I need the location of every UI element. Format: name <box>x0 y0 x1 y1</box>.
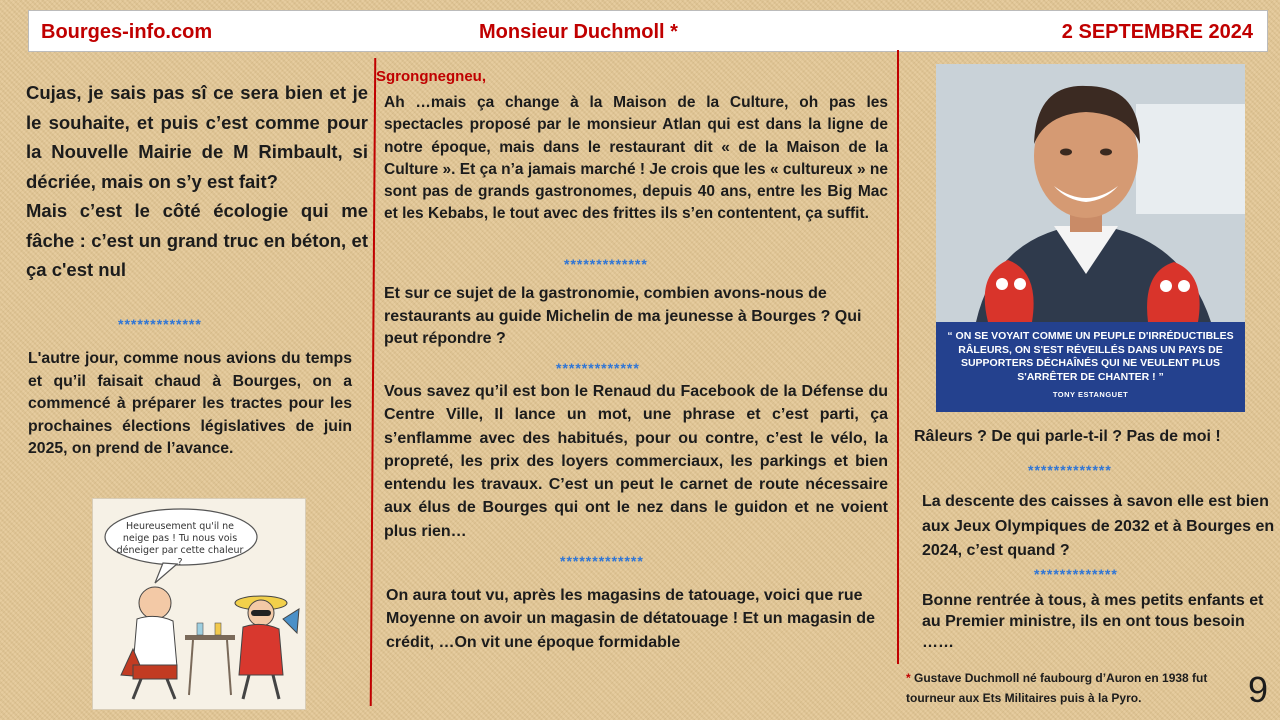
cartoon-illustration <box>92 498 306 710</box>
column-divider-right <box>897 50 899 664</box>
left-column-text <box>26 78 368 285</box>
publication-date: 2 SEPTEMBRE 2024 <box>1061 21 1253 43</box>
separator-left-1: ************* <box>118 316 202 332</box>
separator-middle-1: ************* <box>564 256 648 272</box>
right-paragraph-raleurs: Râleurs ? De qui parle-t-il ? Pas de moi ! <box>914 428 1221 445</box>
separator-middle-3: ************* <box>560 553 644 569</box>
middle-heading: Sgrongnegneu, <box>376 68 486 85</box>
page-title: Monsieur Duchmoll * <box>479 21 678 43</box>
middle-paragraph-tatouage: On aura tout vu, après les magasins de tatouage, voici que rue Moyenne on avoir un magasin de détatouage ! Et un magasin de crédit, …On vit une époque formidable <box>386 587 875 651</box>
separator-middle-2: ************* <box>556 360 640 376</box>
cartoon-speech-bubble: Heureusement qu'il ne neige pas ! Tu nous vois déneiger par cette chaleur ? <box>116 521 244 568</box>
header-bar <box>28 10 1268 52</box>
estanguet-quote: “ ON SE VOYAIT COMME UN PEUPLE D'IRRÉDUCTIBLES RÂLEURS, ON S'EST RÉVEILLÉS DANS UN PAYS DE SUPPORTERS DÉCHAÎNÉS QUI NE VEULENT PLUS S'ARRÊTER DE CHANTER ! ” <box>947 330 1234 383</box>
tony-estanguet-photo <box>936 64 1245 412</box>
separator-right-2: ************* <box>1034 566 1118 582</box>
column-divider-left <box>370 58 377 706</box>
page-number: 9 <box>1248 669 1269 710</box>
middle-paragraph-maison-culture: Ah …mais ça change à la Maison de la Culture, oh pas les spectacles proposé par le monsieur Atlan qui est dans la ligne de notre époque, mais dans le restaurant dit « de la Maison de la Culture ». Et ça n’a jamais marché ! Je crois que les « cultureux » ne sont pas de grands gastronomes, depuis 40 ans, entre les Big Mac et les Kebabs, le tout avec des frittes ils s’en contentent, ça suffit. <box>384 94 888 223</box>
quote-band <box>936 322 1245 412</box>
right-paragraph-rentree: Bonne rentrée à tous, à mes petits enfants et au Premier ministre, ils en ont tous besoin …… <box>922 592 1264 651</box>
author-footnote <box>906 668 1246 708</box>
middle-paragraph-renaud: Vous savez qu’il est bon le Renaud du Facebook de la Défense du Centre Ville, Il lance un mot, une phrase et c’est parti, ça s’enflamme avec des habitués, pour ou contre, c’est le vélo, la propreté, les prix des loyers commerciaux, les parkings et bien entendu les travaux. C’est un peut le carnet de route nécessaire aux élus de Bourges qui ont le nez dans le guidon et ne voient plus rien… <box>384 383 888 540</box>
footnote-text: Gustave Duchmoll né faubourg d’Auron en 1938 fut tourneur aux Ets Militaires puis à la Pyro. <box>906 671 1208 705</box>
left-paragraph-ecologie: Mais c’est le côté écologie qui me fâche : c’est un grand truc en béton, et ça c'est nul <box>26 200 368 280</box>
middle-paragraph-gastronomie: Et sur ce sujet de la gastronomie, combien avons-nous de restaurants au guide Michelin de ma jeunesse à Bourges ? Qui peut répondre ? <box>384 285 862 347</box>
separator-right-1: ************* <box>1028 462 1112 478</box>
right-paragraph-caisses-savon: La descente des caisses à savon elle est bien aux Jeux Olympiques de 2032 et à Bourges en 2024, c’est quand ? <box>922 493 1275 559</box>
portrait-drawing <box>936 64 1245 322</box>
quote-author: TONY ESTANGUET <box>1052 390 1129 399</box>
left-paragraph-tracts: L'autre jour, comme nous avions du temps et qu’il faisait chaud à Bourges, on a commencé à préparer les tractes pour les prochaines élections législatives de juin 2025, on prend de l’avance. <box>28 350 352 457</box>
footnote-asterisk: * <box>906 671 911 685</box>
site-name: Bourges-info.com <box>41 21 213 43</box>
left-paragraph-cujas: Cujas, je sais pas sî ce sera bien et je le souhaite, et puis c’est comme pour la Nouvelle Mairie de M Rimbault, si décriée, mais on s’y est fait? <box>26 82 368 192</box>
